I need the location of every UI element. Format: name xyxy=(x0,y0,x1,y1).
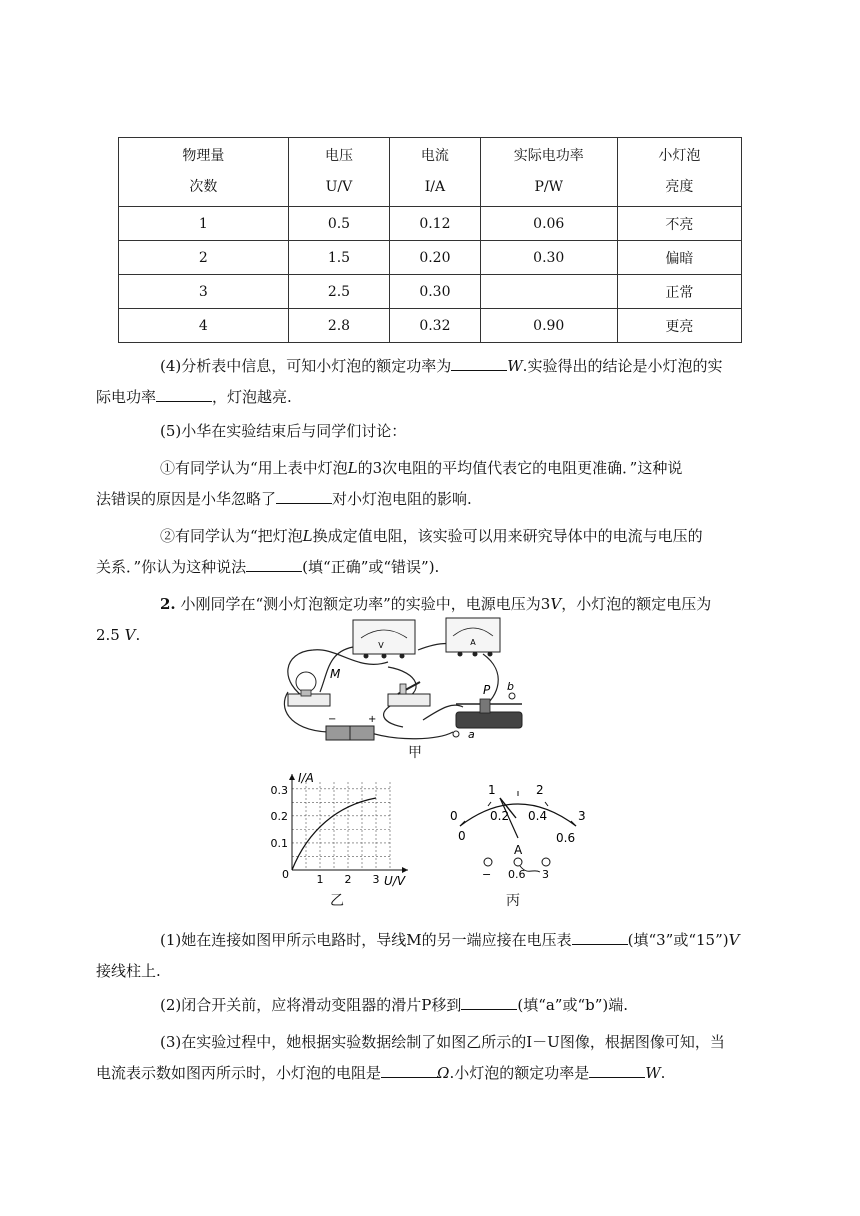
ammeter-dial xyxy=(438,776,598,886)
x-tick: 2 xyxy=(344,873,352,886)
question-4-text: (4)分析表中信息，可知小灯泡的额定功率为 W.实验得出的结论是小灯泡的实 际电功率 ，灯泡越亮. xyxy=(96,357,723,406)
terminal-label: 3 xyxy=(542,868,549,881)
table-cell: 0.30 xyxy=(390,275,481,309)
table-cell: 0.90 xyxy=(480,309,617,343)
answer-blank[interactable] xyxy=(572,930,628,945)
figure-jia-caption: 甲 xyxy=(408,745,422,761)
answer-blank[interactable] xyxy=(381,1063,437,1078)
battery-plus: + xyxy=(368,714,377,725)
ammeter-label: A xyxy=(470,638,476,647)
table-cell: 不亮 xyxy=(617,207,741,241)
dial-arc xyxy=(460,804,576,826)
answer-blank[interactable] xyxy=(246,557,302,572)
terminal-minus xyxy=(484,858,492,866)
figure-bing-caption: 丙 xyxy=(506,893,520,909)
dial-ticks xyxy=(460,791,576,826)
answer-blank[interactable] xyxy=(589,1063,645,1078)
table-row xyxy=(119,309,742,343)
data-table xyxy=(118,137,742,343)
table-cell: 0.06 xyxy=(480,207,617,241)
wire-m-label: M xyxy=(330,667,341,681)
table-cell: 4 xyxy=(119,309,289,343)
dial-outer-label: 0 xyxy=(450,809,458,823)
circuit-figure xyxy=(268,612,530,760)
x-axis-label: U/V xyxy=(384,874,406,888)
y-axis-label: I/A xyxy=(298,771,314,785)
table-cell: 0.30 xyxy=(480,241,617,275)
voltmeter xyxy=(353,620,415,659)
terminal-label: 0.6 xyxy=(508,868,526,881)
graph-grid xyxy=(292,782,390,870)
header-cell: 实际电功率 P/W xyxy=(480,138,617,207)
table-cell: 更亮 xyxy=(617,309,741,343)
table-cell: 2.8 xyxy=(288,309,389,343)
end-a-label: a xyxy=(468,728,475,741)
table-cell: 3 xyxy=(119,275,289,309)
answer-blank[interactable] xyxy=(461,995,517,1010)
switch xyxy=(388,682,430,706)
answer-blank[interactable] xyxy=(156,387,212,402)
dial-outer-label: 3 xyxy=(578,809,586,823)
question-2-intro: 2. 小刚同学在“测小灯泡额定功率”的实验中，电源电压为3V，小灯泡的额定电压为 2.5 V. xyxy=(96,595,712,644)
terminal-06 xyxy=(514,858,522,866)
table-cell: 0.5 xyxy=(288,207,389,241)
table-cell: 1.5 xyxy=(288,241,389,275)
voltmeter-label: V xyxy=(378,641,384,650)
x-tick: 1 xyxy=(316,873,324,886)
table-cell xyxy=(480,275,617,309)
header-cell: 物理量 次数 xyxy=(119,138,289,207)
table-cell: 0.32 xyxy=(390,309,481,343)
battery-minus: − xyxy=(328,714,337,725)
ammeter xyxy=(446,618,500,657)
dial-unit: A xyxy=(514,843,523,857)
question-5-text: (5)小华在实验结束后与同学们讨论： xyxy=(160,422,407,440)
iu-graph xyxy=(268,770,418,888)
table-cell: 2.5 xyxy=(288,275,389,309)
table-row xyxy=(119,275,742,309)
dial-inner-label: 0.6 xyxy=(556,831,576,845)
answer-blank[interactable] xyxy=(451,356,507,371)
question-2-2-text: (2)闭合开关前，应将滑动变阻器的滑片P移到 (填“a”或“b”)端. xyxy=(160,996,629,1014)
rheostat xyxy=(453,680,522,741)
terminal-3 xyxy=(542,858,550,866)
table-cell: 0.20 xyxy=(390,241,481,275)
table-cell: 2 xyxy=(119,241,289,275)
y-tick: 0.2 xyxy=(270,810,288,823)
dial-inner-label: 0 xyxy=(458,829,466,843)
y-tick: 0.3 xyxy=(270,784,288,797)
dial-inner-label: 0.4 xyxy=(528,809,548,823)
x-tick: 3 xyxy=(372,873,380,886)
table-row xyxy=(119,241,742,275)
table-cell: 正常 xyxy=(617,275,741,309)
table-cell: 偏暗 xyxy=(617,241,741,275)
table-header-row xyxy=(119,138,742,207)
statement-2-text: ②有同学认为“把灯泡L换成定值电阻，该实验可以用来研究导体中的电流与电压的 关系．”你认为这种说法 (填“正确”或“错误”). xyxy=(96,527,703,576)
end-b-label: b xyxy=(507,680,514,693)
table-cell: 1 xyxy=(119,207,289,241)
terminal-label: − xyxy=(482,868,492,881)
dial-outer-label: 1 xyxy=(488,783,496,797)
answer-blank[interactable] xyxy=(276,489,332,504)
header-cell: 小灯泡 亮度 xyxy=(617,138,741,207)
wire xyxy=(368,732,453,739)
dial-outer-label: 2 xyxy=(536,783,544,797)
question-2-1-text: (1)她在连接如图甲所示电路时，导线M的另一端应接在电压表 (填“3”或“15”)V 接线柱上. xyxy=(96,931,740,980)
table-cell: 0.12 xyxy=(390,207,481,241)
slider-p-label: P xyxy=(483,683,491,697)
figure-yi-caption: 乙 xyxy=(330,893,344,909)
y-tick: 0.1 xyxy=(270,837,288,850)
dial-inner-label: 0.2 xyxy=(490,809,510,823)
question-2-3-text: (3)在实验过程中，她根据实验数据绘制了如图乙所示的I－U图像，根据图像可知，当 电流表示数如图丙所示时，小灯泡的电阻是 Ω.小灯泡的额定功率是 W. xyxy=(96,1033,725,1082)
header-cell: 电流 I/A xyxy=(390,138,481,207)
header-cell: 电压 U/V xyxy=(288,138,389,207)
origin-label: 0 xyxy=(282,868,289,881)
battery xyxy=(326,714,376,740)
table-row xyxy=(119,207,742,241)
statement-1-text: ①有同学认为“用上表中灯泡L的3次电阻的平均值代表它的电阻更准确．”这种说 法错误的原因是小华忽略了 对小灯泡电阻的影响. xyxy=(96,459,683,508)
